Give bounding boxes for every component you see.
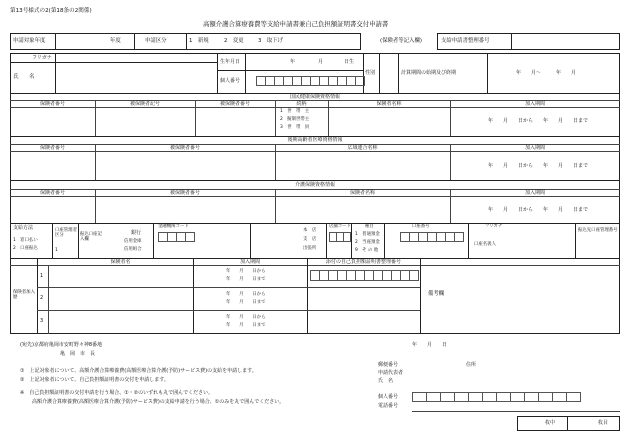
elderly-col-union: 広域連合名称 [347, 145, 378, 151]
mayor: 亀 岡 市 長 [60, 351, 96, 357]
history-row-1: 1 [40, 273, 44, 279]
cert-no-cell[interactable] [409, 270, 419, 281]
footer-personal-no-cell[interactable] [510, 392, 525, 402]
addressee: (宛先)京都府亀岡市安町野々神8番地 [20, 342, 103, 348]
elderly-col-period: 加入期間 [524, 145, 545, 151]
history-col-insurer: 保険者名 [110, 259, 131, 265]
applicant-name-field[interactable] [56, 63, 216, 92]
elderly-period-line: 年 月 日から 年 月 日まで [488, 163, 589, 169]
serial-label: 支給申請書整理番号 [441, 38, 490, 44]
payment-method-window[interactable]: 1 窓口払い [13, 238, 38, 243]
fin-code-cell[interactable] [185, 232, 195, 242]
history-side-label: 保険者加入歴 [13, 290, 35, 301]
kind-label: 種目 [365, 224, 374, 229]
nhi-section-title: 国民健康保険資格情報 [289, 94, 340, 100]
elderly-section-title: 後期高齢者医療資格情報 [287, 137, 343, 143]
category-option-change[interactable]: 2 変更 [224, 38, 244, 44]
account-type-label: 口座管理者区分 [55, 228, 77, 239]
kind-1[interactable]: 1 普通預金 [355, 232, 380, 237]
nhi-relation-1[interactable]: 1 世 帯 主 [280, 109, 310, 114]
care-col-insurer-name: 保険者名称 [349, 190, 375, 196]
nhi-col-period: 加入期間 [524, 101, 545, 107]
history-to-1: 年 月 日まで [226, 277, 266, 282]
store-code-label: 店舗コード [329, 224, 351, 229]
footer-personal-no-cell[interactable] [552, 392, 567, 402]
footer-personal-no-cell[interactable] [538, 392, 553, 402]
nhi-period-line: 年 月 日から 年 月 日まで [488, 118, 589, 124]
dest-serial-label: 振込先口座管理番号 [578, 228, 618, 233]
history-to-2: 年 月 日まで [226, 300, 266, 305]
fiscal-year-label: 申請対象年度 [13, 38, 46, 44]
history-from-1: 年 月 日から [226, 269, 266, 274]
sex-label: 性別 [365, 70, 376, 76]
history-from-2: 年 月 日から [226, 292, 266, 297]
kind-3[interactable]: 9 そ の 他 [355, 248, 379, 253]
footer-personal-no-cell[interactable] [566, 392, 581, 402]
period-label: 計算期間の始期及び終期 [401, 70, 457, 76]
footer-personal-no-cell[interactable] [412, 392, 427, 402]
nhi-col-insurer-name: 保険者名称 [376, 101, 402, 107]
footer-personal-no-cell[interactable] [524, 392, 539, 402]
kind-2[interactable]: 2 当座預金 [355, 240, 380, 245]
account-type-one: 1 [55, 248, 58, 253]
footer-personal-no-cell[interactable] [482, 392, 497, 402]
care-period-line: 年 月 日から 年 月 日まで [488, 207, 589, 213]
page-count-nth: 枚目 [598, 420, 609, 426]
note-1: ① 上記対象者について、高額介護合算療養費(高額医療合算介護(予防)サービス費)の支給を申請します。 [20, 368, 257, 374]
category-option-new[interactable]: 1 新規 [189, 38, 209, 44]
personal-no-cell[interactable] [355, 76, 365, 86]
account-no-cell[interactable] [454, 232, 464, 242]
footer-date: 年 月 日 [412, 342, 448, 348]
nhi-col-insurer-no: 保険者番号 [39, 101, 65, 107]
form-id: 第13号様式の2(第18条の2関係) [10, 8, 92, 14]
period-value: 年 月～ 年 月 [516, 70, 577, 76]
bank-label: 銀行 [131, 230, 142, 236]
care-col-period: 加入期間 [524, 190, 545, 196]
history-to-3: 年 月 日まで [226, 323, 266, 328]
care-col-insurer-no: 保険者番号 [39, 190, 65, 196]
credit-union-label: 信用金庫 [124, 239, 142, 244]
address-label: 住所 [466, 362, 477, 368]
category-label: 申請区分 [145, 38, 167, 44]
category-option-withdraw[interactable]: 3 取下げ [258, 38, 283, 44]
history-row-2: 2 [40, 295, 44, 301]
elderly-col-insurer-no: 保険者番号 [39, 145, 65, 151]
rep-label: 申請代表者 [378, 370, 404, 376]
note-4: 高額介護合算療養費(高額医療合算介護(予防)サービス費)の支給申請を行う場合、①のみを丸で囲んでください。 [32, 399, 285, 405]
footer-personal-no-cell[interactable] [468, 392, 483, 402]
birth-day-unit: 日生 [344, 59, 355, 65]
personal-no-label: 個人番号 [220, 78, 241, 84]
nhi-col-insured-no: 被保険者番号 [219, 101, 250, 107]
history-col-period: 加入期間 [239, 259, 260, 265]
birth-year-unit: 年 [290, 59, 296, 65]
holder-furigana: フリガナ [485, 224, 503, 229]
applicant-name-label: 氏 名 [13, 74, 35, 80]
birth-month-unit: 月 [318, 59, 324, 65]
store-code-cell[interactable] [343, 232, 351, 242]
history-row-3: 3 [40, 318, 44, 324]
nhi-col-insured-sym: 被保険者記号 [129, 101, 160, 107]
birth-label: 生年月日 [220, 59, 241, 65]
note-3: ※ 自己負担額証明書の交付申請を行う場合、①・②のいずれも丸で囲んでください。 [20, 390, 214, 396]
nhi-relation-3[interactable]: 3 世 帯 員 [280, 125, 310, 130]
form-title: 高額介護合算療養費等支給申請書兼自己負担額証明書交付申請書 [203, 20, 389, 28]
payment-method-transfer[interactable]: 2 口座振込 [13, 246, 38, 251]
main-branch-3: 出張所 [303, 246, 317, 251]
holder-label: 口座名義人 [474, 242, 496, 247]
applicant-furigana-label: フリガナ [32, 55, 52, 61]
footer-personal-no-cell[interactable] [454, 392, 469, 402]
page-count-of: 枚中 [545, 420, 556, 426]
nhi-relation-2[interactable]: 2 擬制世帯主 [280, 117, 310, 122]
insurer-note: (保険者等記入欄) [380, 38, 422, 44]
credit-coop-label: 信用組合 [124, 247, 142, 252]
year-suffix: 年度 [110, 38, 121, 44]
nhi-col-relation: 続柄 [296, 101, 307, 107]
history-remarks: 備考欄 [428, 291, 445, 297]
rep-name-label: 氏 名 [378, 378, 394, 384]
note-2: ② 上記対象者について、自己負担額証明書の交付を申請します。 [20, 377, 169, 383]
rep-personal-no-label: 個人番号 [378, 394, 399, 400]
history-col-cert: 添付の自己負担額証明書整理番号 [325, 259, 401, 265]
footer-personal-no-cell[interactable] [496, 392, 511, 402]
payment-method-label: 支給方法 [13, 225, 34, 231]
footer-personal-no-cell[interactable] [426, 392, 441, 402]
fin-code-label: 金融機関コード [158, 224, 189, 229]
history-from-3: 年 月 日から [226, 315, 266, 320]
phone-label: 電話番号 [378, 403, 399, 409]
main-branch-2: 支 店 [303, 237, 317, 242]
care-col-insured-no: 被保険者番号 [169, 190, 200, 196]
postal-label: 郵便番号 [378, 362, 399, 368]
account-no-label: 口座番号 [412, 224, 430, 229]
main-branch-1: 本 店 [303, 228, 317, 233]
footer-personal-no-cell[interactable] [440, 392, 455, 402]
transfer-label: 振込口座記入欄 [80, 232, 102, 243]
elderly-col-insured-no: 被保険者番号 [169, 145, 200, 151]
care-section-title: 介護保険資格情報 [294, 182, 335, 188]
